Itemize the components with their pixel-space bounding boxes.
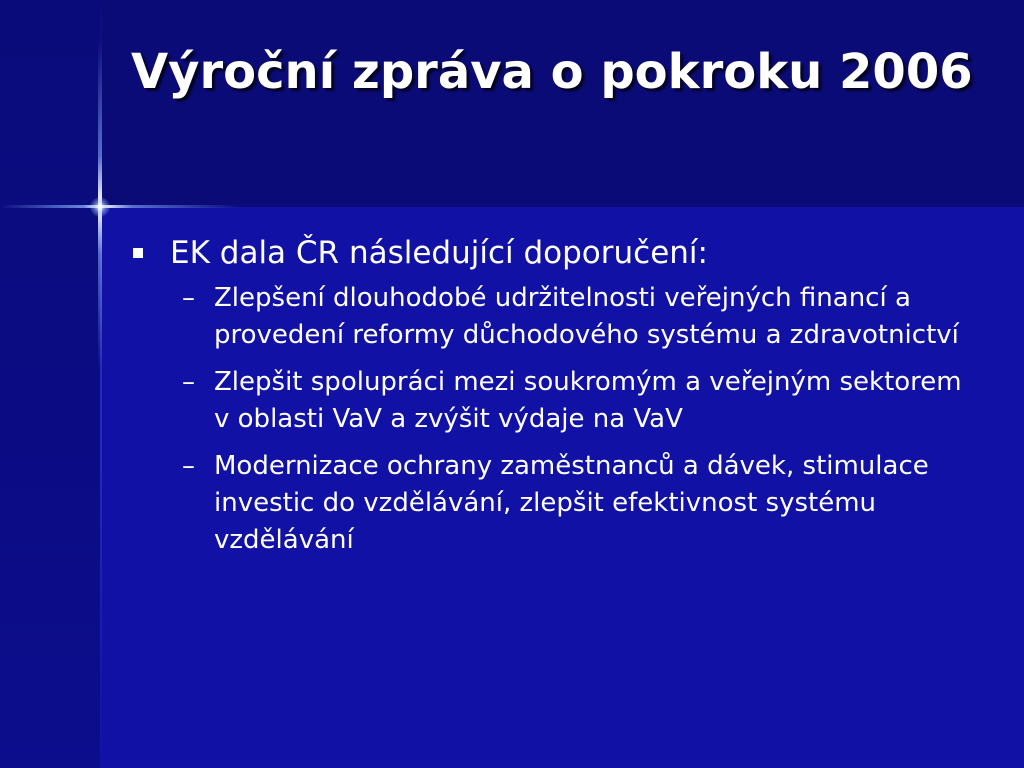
sub-bullet-item-2 — [130, 364, 980, 438]
bullet-text: EK dala ČR následující doporučení: — [170, 235, 708, 271]
slide-title: Výroční zpráva o pokroku 2006 — [131, 44, 973, 100]
dash-bullet-icon: – — [182, 451, 195, 481]
star-flare-horizontal — [0, 205, 240, 208]
star-sparkle-icon — [90, 197, 110, 217]
sub-bullet-text: Zlepšení dlouhodobé udržitelnosti veřejných financí a provedení reformy důchodového systému a zdravotnictví — [214, 283, 959, 350]
sub-bullet-item-1 — [130, 280, 980, 354]
slide-body — [130, 228, 980, 569]
sub-bullet-text: Zlepšit spolupráci mezi soukromým a veřejným sektorem v oblasti VaV a zvýšit výdaje na VaV — [214, 367, 962, 434]
square-bullet-icon — [133, 248, 143, 258]
background-left-panel — [0, 0, 100, 768]
dash-bullet-icon: – — [182, 283, 195, 313]
sub-bullet-text: Modernizace ochrany zaměstnanců a dávek, stimulace investic do vzdělávání, zlepšit efektivnost systému vzdělávání — [214, 451, 929, 555]
dash-bullet-icon: – — [182, 367, 195, 397]
sub-bullet-list — [130, 280, 980, 559]
sub-bullet-item-3 — [130, 448, 980, 559]
bullet-item — [130, 228, 980, 278]
